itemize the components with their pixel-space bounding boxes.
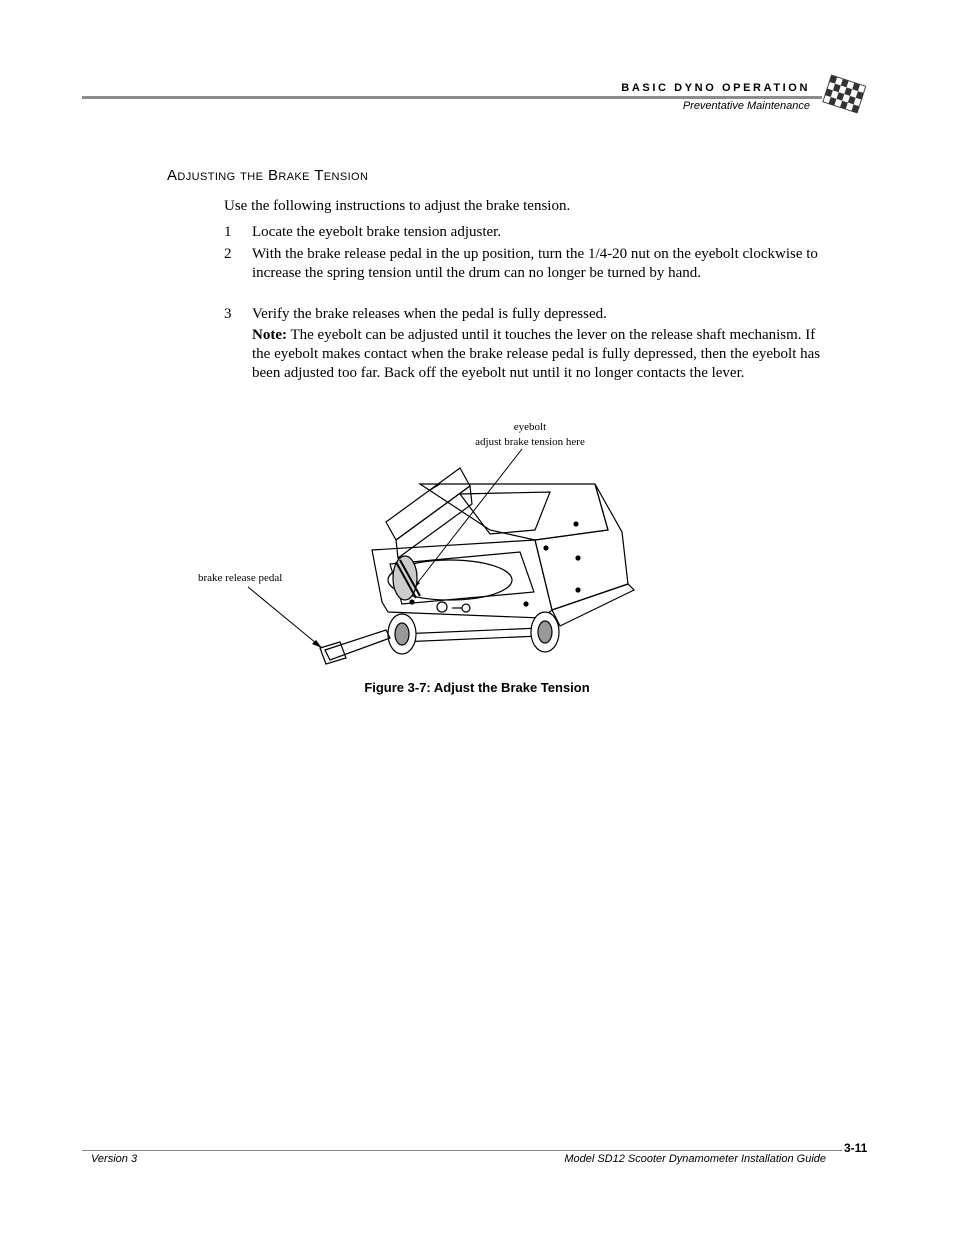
figure-caption: Figure 3-7: Adjust the Brake Tension — [364, 680, 590, 695]
header-rule — [82, 96, 822, 99]
dyno-frame-drawing — [320, 468, 634, 664]
note-label: Note: — [252, 327, 287, 343]
step-number: 2 — [224, 246, 232, 262]
footer-version: Version 3 — [91, 1153, 138, 1165]
note-text: The eyebolt can be adjusted until it touches the lever on the release shaft mechanism. If the eyebolt makes contact when the brake release pedal is fully depressed, then the eyebolt has been adjusted too far. Back off the eyebolt nut until it no longer contacts the lever. — [252, 327, 821, 381]
header-title: BASIC DYNO OPERATION — [621, 82, 810, 94]
checkered-flag-icon — [820, 74, 868, 116]
pedal-label: brake release pedal — [198, 572, 283, 584]
step-text: Verify the brake releases when the pedal is fully depressed. — [252, 306, 607, 322]
intro-text: Use the following instructions to adjust the brake tension. — [224, 198, 571, 214]
step-text: With the brake release pedal in the up position, turn the 1/4-20 nut on the eyebolt clockwise to increase the spring tension until the drum can no longer be turned by hand. — [252, 246, 818, 281]
page-number: 3-11 — [844, 1141, 868, 1155]
footer-rule — [82, 1150, 842, 1151]
eyebolt-sublabel: adjust brake tension here — [475, 436, 585, 448]
step-text: Locate the eyebolt brake tension adjuster. — [252, 224, 502, 240]
eyebolt-label: eyebolt — [513, 421, 547, 433]
step-number: 1 — [224, 224, 232, 240]
brake-assembly-figure — [190, 412, 650, 674]
header-subtitle: Preventative Maintenance — [682, 100, 810, 112]
note — [252, 326, 822, 383]
step-number: 3 — [224, 306, 232, 322]
section-title: Adjusting the Brake Tension — [167, 167, 369, 184]
footer-guide-title: Model SD12 Scooter Dynamometer Installation Guide — [564, 1153, 826, 1165]
eyebolt-leader-line — [412, 449, 522, 590]
pedal-leader-line — [248, 587, 322, 648]
